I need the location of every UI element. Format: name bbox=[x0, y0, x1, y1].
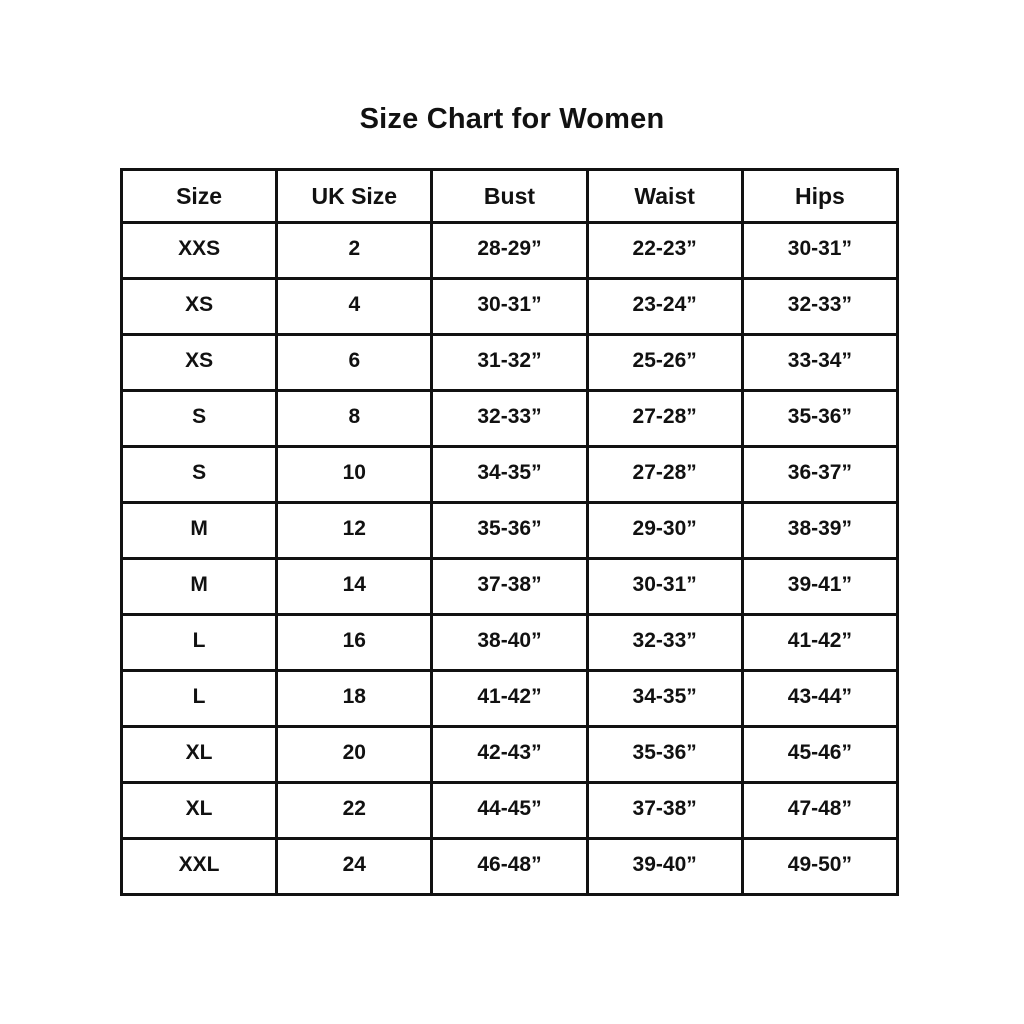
hips-cell: 47-48” bbox=[742, 783, 897, 839]
hips-cell: 39-41” bbox=[742, 559, 897, 615]
uk-size-cell: 10 bbox=[277, 447, 432, 503]
size-cell: L bbox=[122, 615, 277, 671]
bust-cell: 30-31” bbox=[432, 279, 587, 335]
table-row bbox=[122, 727, 898, 783]
hips-cell: 49-50” bbox=[742, 839, 897, 895]
uk-size-cell: 16 bbox=[277, 615, 432, 671]
table-row bbox=[122, 447, 898, 503]
uk-size-cell: 22 bbox=[277, 783, 432, 839]
hips-cell: 35-36” bbox=[742, 391, 897, 447]
table-row bbox=[122, 279, 898, 335]
waist-cell: 27-28” bbox=[587, 391, 742, 447]
bust-cell: 38-40” bbox=[432, 615, 587, 671]
hips-cell: 45-46” bbox=[742, 727, 897, 783]
column-header-uk-size: UK Size bbox=[277, 170, 432, 223]
size-cell: S bbox=[122, 391, 277, 447]
table-row bbox=[122, 839, 898, 895]
column-header-waist: Waist bbox=[587, 170, 742, 223]
waist-cell: 37-38” bbox=[587, 783, 742, 839]
waist-cell: 25-26” bbox=[587, 335, 742, 391]
table-body bbox=[122, 223, 898, 895]
uk-size-cell: 12 bbox=[277, 503, 432, 559]
table-row bbox=[122, 223, 898, 279]
size-cell: XS bbox=[122, 335, 277, 391]
table-row bbox=[122, 615, 898, 671]
waist-cell: 34-35” bbox=[587, 671, 742, 727]
uk-size-cell: 2 bbox=[277, 223, 432, 279]
bust-cell: 37-38” bbox=[432, 559, 587, 615]
uk-size-cell: 14 bbox=[277, 559, 432, 615]
waist-cell: 27-28” bbox=[587, 447, 742, 503]
bust-cell: 35-36” bbox=[432, 503, 587, 559]
bust-cell: 44-45” bbox=[432, 783, 587, 839]
size-cell: XL bbox=[122, 783, 277, 839]
table-row bbox=[122, 503, 898, 559]
bust-cell: 42-43” bbox=[432, 727, 587, 783]
bust-cell: 31-32” bbox=[432, 335, 587, 391]
size-cell: M bbox=[122, 503, 277, 559]
bust-cell: 46-48” bbox=[432, 839, 587, 895]
size-cell: S bbox=[122, 447, 277, 503]
table-row bbox=[122, 335, 898, 391]
waist-cell: 32-33” bbox=[587, 615, 742, 671]
size-chart-table bbox=[120, 168, 899, 896]
hips-cell: 38-39” bbox=[742, 503, 897, 559]
size-cell: M bbox=[122, 559, 277, 615]
waist-cell: 30-31” bbox=[587, 559, 742, 615]
waist-cell: 35-36” bbox=[587, 727, 742, 783]
hips-cell: 36-37” bbox=[742, 447, 897, 503]
uk-size-cell: 24 bbox=[277, 839, 432, 895]
size-cell: XL bbox=[122, 727, 277, 783]
uk-size-cell: 18 bbox=[277, 671, 432, 727]
table-row bbox=[122, 559, 898, 615]
page-title: Size Chart for Women bbox=[359, 103, 665, 135]
waist-cell: 22-23” bbox=[587, 223, 742, 279]
bust-cell: 41-42” bbox=[432, 671, 587, 727]
bust-cell: 28-29” bbox=[432, 223, 587, 279]
header-row bbox=[122, 170, 898, 223]
table-row bbox=[122, 391, 898, 447]
size-cell: XXS bbox=[122, 223, 277, 279]
hips-cell: 33-34” bbox=[742, 335, 897, 391]
column-header-size: Size bbox=[122, 170, 277, 223]
uk-size-cell: 8 bbox=[277, 391, 432, 447]
table-header bbox=[122, 170, 898, 223]
hips-cell: 41-42” bbox=[742, 615, 897, 671]
table-row bbox=[122, 783, 898, 839]
waist-cell: 39-40” bbox=[587, 839, 742, 895]
waist-cell: 23-24” bbox=[587, 279, 742, 335]
table-row bbox=[122, 671, 898, 727]
uk-size-cell: 4 bbox=[277, 279, 432, 335]
hips-cell: 32-33” bbox=[742, 279, 897, 335]
uk-size-cell: 6 bbox=[277, 335, 432, 391]
hips-cell: 43-44” bbox=[742, 671, 897, 727]
size-cell: L bbox=[122, 671, 277, 727]
waist-cell: 29-30” bbox=[587, 503, 742, 559]
bust-cell: 34-35” bbox=[432, 447, 587, 503]
column-header-hips: Hips bbox=[742, 170, 897, 223]
hips-cell: 30-31” bbox=[742, 223, 897, 279]
uk-size-cell: 20 bbox=[277, 727, 432, 783]
size-cell: XS bbox=[122, 279, 277, 335]
size-cell: XXL bbox=[122, 839, 277, 895]
column-header-bust: Bust bbox=[432, 170, 587, 223]
bust-cell: 32-33” bbox=[432, 391, 587, 447]
